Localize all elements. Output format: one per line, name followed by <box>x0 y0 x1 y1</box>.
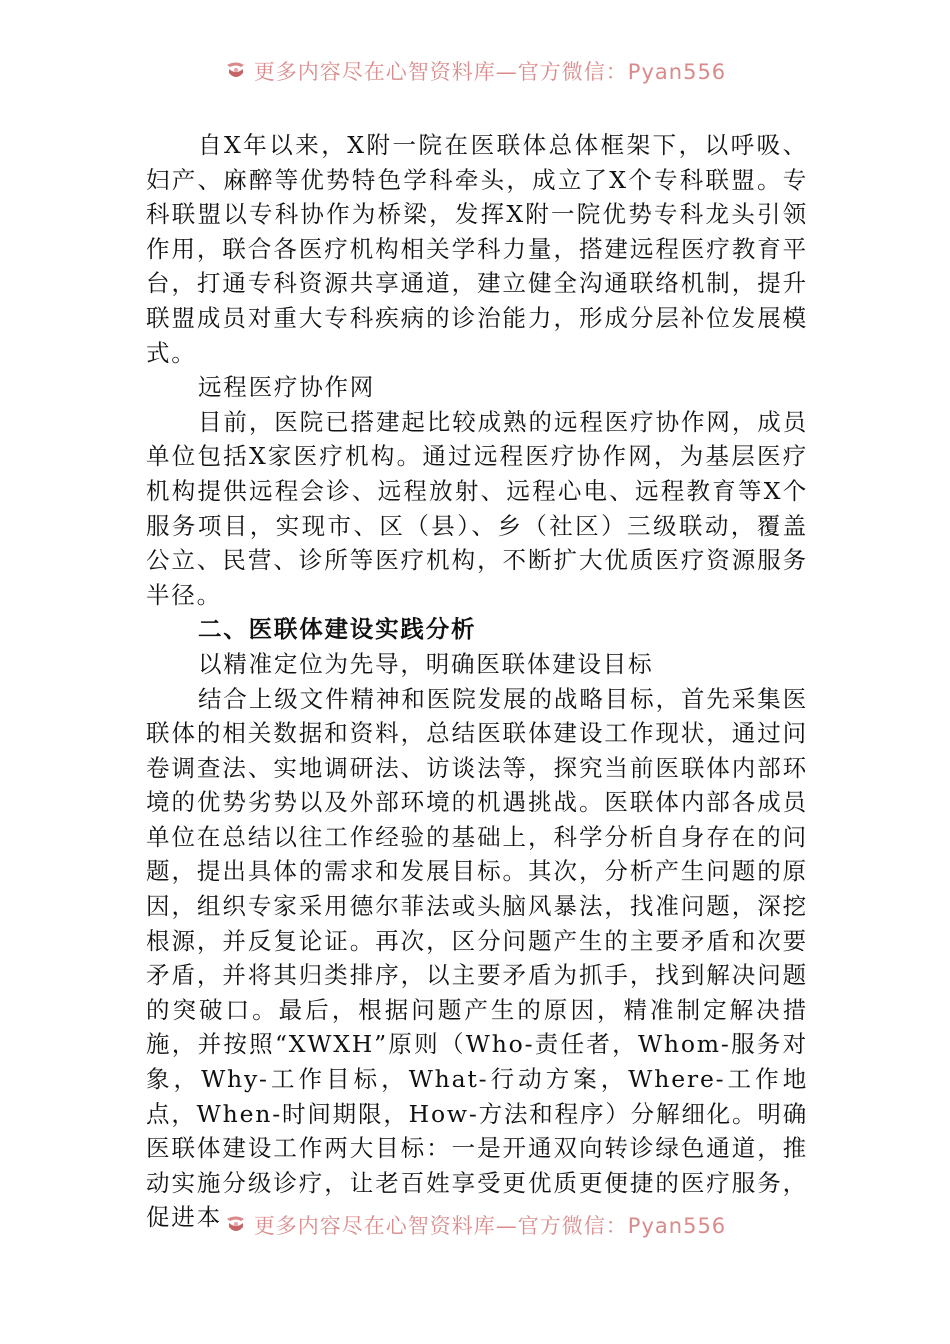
brand-logo-icon <box>224 59 248 83</box>
subheading-telemedicine-network: 远程医疗协作网 <box>198 373 376 402</box>
brand-logo-icon <box>224 1213 248 1237</box>
watermark-text: 更多内容尽在心智资料库—官方微信：Pyan556 <box>253 60 727 84</box>
paragraph-specialty-alliance: 自X年以来，X附一院在医联体总体框架下，以呼吸、妇产、麻醉等优势特色学科牵头，成立了X个专科联盟。专科联盟以专科协作为桥梁，发挥X附一院优势专科龙头引领作用，联合各医疗机构相关学科力量，搭建远程医疗教育平台，打通专科资源共享通道，建立健全沟通联络机制，提升联盟成员对重大专科疾病的诊治能力，形成分层补位发展模式。 <box>146 131 808 367</box>
document-body <box>146 128 808 1235</box>
paragraph-construction-goals: 结合上级文件精神和医院发展的战略目标，首先采集医联体的相关数据和资料，总结医联体建设工作现状，通过问卷调查法、实地调研法、访谈法等，探究当前医联体内部环境的优势劣势以及外部环境的机遇挑战。医联体内部各成员单位在总结以往工作经验的基础上，科学分析自身存在的问题，提出具体的需求和发展目标。其次，分析产生问题的原因，组织专家采用德尔菲法或头脑风暴法，找准问题，深挖根源，并反复论证。再次，区分问题产生的主要矛盾和次要矛盾，并将其归类排序，以主要矛盾为抓手，找到解决问题的突破口。最后，根据问题产生的原因，精准制定解决措施，并按照“XWXH”原则（Who-责任者，Whom-服务对象，Why-工作目标，What-行动方案，Where-工作地点，When-时间期限，How-方法和程序）分解细化。明确医联体建设工作两大目标：一是开通双向转诊绿色通道，推动实施分级诊疗，让老百姓享受更优质更便捷的医疗服务，促进本 <box>146 684 808 1232</box>
paragraph-telemedicine-network: 目前，医院已搭建起比较成熟的远程医疗协作网，成员单位包括X家医疗机构。通过远程医疗协作网，为基层医疗机构提供远程会诊、远程放射、远程心电、远程教育等X个服务项目，实现市、区（县）、乡（社区）三级联动，覆盖公立、民营、诊所等医疗机构，不断扩大优质医疗资源服务半径。 <box>146 407 808 609</box>
watermark-text: 更多内容尽在心智资料库—官方微信：Pyan556 <box>253 1214 727 1238</box>
subheading-precise-positioning: 以精准定位为先导，明确医联体建设目标 <box>198 649 654 678</box>
header-watermark <box>0 52 950 86</box>
footer-watermark <box>0 1206 950 1240</box>
section-heading-practice-analysis: 二、医联体建设实践分析 <box>198 615 477 644</box>
